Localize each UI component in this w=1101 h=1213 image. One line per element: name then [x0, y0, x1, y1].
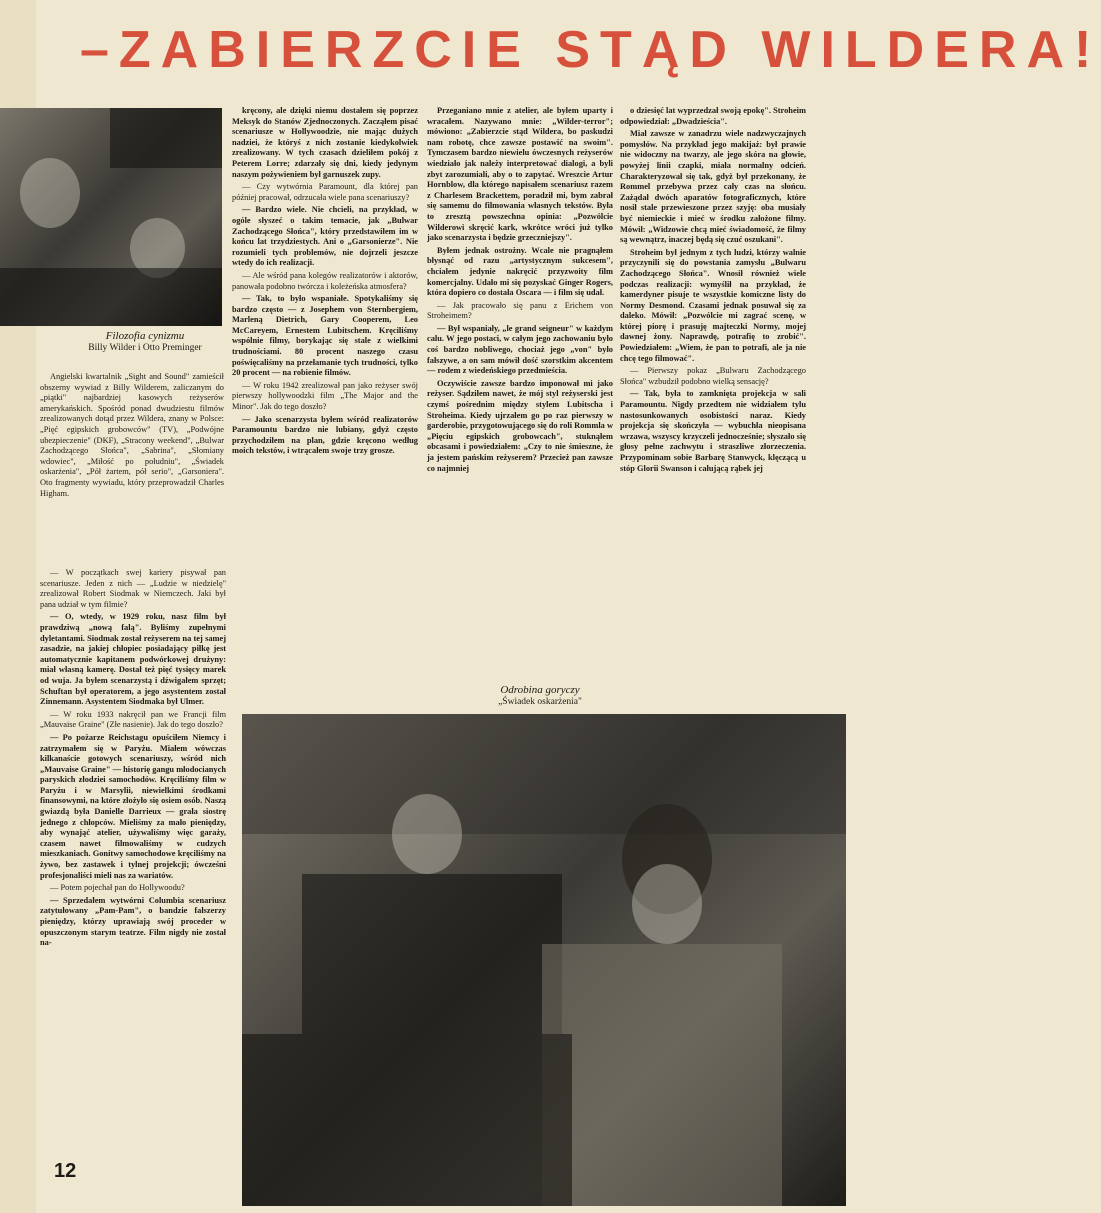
intro-text: Angielski kwartalnik „Sight and Sound" zamieścił obszerny wywiad z Billy Wilderem, zaliczanym do „piątki" najbardziej kasowych reżyserów amerykańskich. Spośród ponad dwudziestu filmów zrealizowanych dotąd przez Wildera, znany w Polsce: „Pięć egipskich grobowców" (TV), „Podwójne ubezpieczenie" (DKF), „Stracony weekend", „Bulwar Zachodzącego Słońca", „Sabrina", „Słomiany wdowiec", „Miłość po południu", „Świadek oskarżenia", „Pół żartem, pół serio", „Garsoniera". Oto fragmenty wywiadu, który przeprowadził Charles Higham.: [40, 372, 224, 498]
column-3-paragraph: — Był wspaniały, „le grand seigneur" w każdym calu. W jego postaci, w całym jego zachowaniu było coś bardzo nobliwego, chociaż jego „von" było fałszywe, a on sam mówił dość szorstkim akcentem — rodem z wiedeńskiego przedmieścia.: [427, 323, 613, 376]
column-1-paragraph: — O, wtedy, w 1929 roku, nasz film był prawdziwą „nową falą". Byliśmy zupełnymi dyletantami. Siodmak został reżyserem na tej samej zasadzie, na jakiej chłopiec posiadający piłkę jest automatycznie kapitanem podwórkowej drużyny: miał własną kamerę. Dostał też pięć tysięcy marek od wuja. Ja byłem scenarzystą i dźwigałem sprzęt; Schuftan był operatorem, a jego asystentem został Zinnemann. Asystentem Siodmaka był Ulmer.: [40, 612, 226, 707]
column-4-paragraph: — Tak, była to zamknięta projekcja w sali Paramountu. Nigdy przedtem nie widziałem tylu nastosunkowanych osobistości naraz. Kiedy projekcja się skończyła — wybuchła nieopisana wrzawa, wszyscy krzyczeli jednocześnie; słyszało się głosy pełne zachwytu i straszliwe złorzeczenia. Przypominam sobie Barbarę Stanwyck, klęczącą u stóp Glorii Swanson i całującą rąbek jej: [620, 389, 806, 473]
column-1-paragraph: — W roku 1933 nakręcił pan we Francji film „Mauvaise Graine" (Złe nasienie). Jak do tego doszło?: [40, 709, 226, 730]
column-4-paragraph: Miał zawsze w zanadrzu wiele nadzwyczajnych pomysłów. Na przykład jego makijaż: był prawie nie widoczny na twarzy, ale jego skóra na głowie, powyżej linii czapki, miała normalny odcień. Charakteryzował się tak, gdyż był przekonany, że Rommel przebywa przez cały czas na słońcu. Zażądał dwóch aparatów fotograficznych, które nosił stale przewieszone przez szyję: oba musiały być niemieckie i mieć w środku założone filmy. Mówił: „Widzowie chcą mieć świadomość, że filmy są wewnątrz, inaczej będą się czuć oszukani".: [620, 129, 806, 245]
column-3-paragraph: — Jak pracowało się panu z Erichem von Stroheimem?: [427, 300, 613, 321]
column-2-paragraph: — W roku 1942 zrealizował pan jako reżyser swój pierwszy hollywoodzki film „The Major and the Minor". Jak do tego doszło?: [232, 380, 418, 412]
column-2-paragraph: — Bardzo wiele. Nie chcieli, na przykład, w ogóle słyszeć o takim temacie, jak „Bulwar Zachodzącego Słońca", który przedstawiłem im w końcu lat trzydziestych. Ani o „Garsonierze". Nie rozumieli tych problemów, nie dojrzeli jeszcze wtedy do ich realizacji.: [232, 205, 418, 268]
photo-wilder-preminger: [0, 108, 222, 326]
article-column-4: [620, 106, 806, 706]
photo2-caption: [450, 684, 630, 708]
photo2-caption-title: Odrobina goryczy: [500, 684, 580, 696]
column-1-paragraph: — W początkach swej kariery pisywał pan scenariusze. Jeden z nich — „Ludzie w niedzielę" zrealizował Robert Siodmak w Niemczech. Jaki był pana udział w tym filmie?: [40, 568, 226, 609]
column-2-paragraph: — Czy wytwórnia Paramount, dla której pan później pracował, odrzucała wiele pana scenariuszy?: [232, 182, 418, 202]
column-4-paragraph: Stroheim był jednym z tych ludzi, którzy walnie przyczynili się do powstania zamysłu „Bulwaru Zachodzącego Słońca". Wnosił również wiele podczas realizacji: wymyślił na przykład, że kamerdyner pisuje te wszystkie komiczne listy do Normy Desmond. Czasami jednak posuwał się za daleko. Mówił: „Pozwólcie mi zagrać scenę, w której piorę i prasuję majteczki Normy, mojej dawnej żony. Naprawdę, potrafię to zrobić". Powiedziałem: „Wiem, że pan to potrafi, ale ja nie chcę tego filmować".: [620, 247, 806, 363]
column-4-paragraph: o dziesięć lat wyprzedzał swoją epokę". Stroheim odpowiedział: „Dwadzieścia".: [620, 106, 806, 126]
photo1-caption: [60, 330, 230, 354]
column-2-paragraph: — Tak, to było wspaniałe. Spotykaliśmy się bardzo często — z Josephem von Sternbergiem, Marleną Dietrich, Gary Cooperem, Leo McCareyem, Ernestem Lubitschem. Kręciliśmy wspólnie filmy, borykając się stale z wielkimi trudnościami. 80 procent naszego czasu poświęcaliśmy na przełamanie tych trudności, tylko 20 procent — na robienie filmów.: [232, 294, 418, 378]
column-1-paragraph: — Potem pojechał pan do Hollywoodu?: [50, 883, 185, 893]
intro-paragraph: [40, 372, 224, 556]
photo-witness-for-prosecution: [242, 714, 846, 1206]
column-2-paragraph: — Jako scenarzysta byłem wśród realizatorów Paramountu bardzo nie lubiany, gdyż często przychodziłem na plan, gdzie kręcono według moich tekstów, i wtrącałem swoje trzy grosze.: [232, 414, 418, 456]
column-1-paragraph: — Po pożarze Reichstagu opuściłem Niemcy i zatrzymałem się w Paryżu. Miałem wówczas kilkanaście gotowych scenariuszy, wśród nich „Mauvaise Graine" — historię gangu młodocianych paryskich złodziei samochodów. Kręciliśmy film w Paryżu i w Marsylii, niewielkimi środkami finansowymi, na które złożyło się osiem osób. Naszą gwiazdą była Danielle Darrieux — grała siostrę jednego z chłopców. Mieliśmy za mało pieniędzy, aby wynająć atelier, używaliśmy więc garaży, czasem nawet filmowaliśmy w cudzych mieszkaniach. Gonitwy samochodowe kręciliśmy na żywo, bez zastawek i tylnej projekcji; ówcześni profesjonaliści mieli nas za wariatów.: [40, 732, 226, 880]
column-3-paragraph: Byłem jednak ostrożny. Wcale nie pragnąłem błysnąć od razu „artystycznym sukcesem", chciałem jedynie nakręcić przyzwoity film komercjalny. Udało mi się pozyskać Ginger Rogers, która dopiero co dostała Oscara — i film się udał.: [427, 245, 613, 298]
column-4-paragraph: — Pierwszy pokaz „Bulwaru Zachodzącego Słońca" wzbudził podobno wielką sensację?: [620, 366, 806, 386]
column-3-paragraph: Oczywiście zawsze bardzo imponował mi jako reżyser. Sądziłem nawet, że mój styl reżyserski jest czymś pośrednim między stylem Lubitscha i Stroheima. Kiedy ujrzałem go po raz pierwszy w garderobie, przygotowującego się do roli Rommla w „Pięciu egipskich grobowcach", stuknąłem obcasami i powiedziałem: „Czy to nie śmieszne, że ja jestem pańskim reżyserem? Przecież pan zawsze co najmniej: [427, 378, 614, 473]
column-2-paragraph: kręcony, ale dzięki niemu dostałem się poprzez Meksyk do Stanów Zjednoczonych. Zacząłem pisać scenariusze w Hollywoodzie, nie mając dużych nadziei, że któryś z nich zostanie kiedykolwiek zrealizowany. W tych czasach dzieliłem pokój z Peterem Lorre; zdarzały się dni, kiedy jedynym naszym pożywieniem był garnuszek zupy.: [232, 106, 418, 179]
article-title: –ZABIERZCIE STĄD WILDERA!: [80, 21, 1101, 79]
column-2-paragraph: — Ale wśród pana kolegów realizatorów i aktorów, panowała podobno twórcza i koleżeńska atmosfera?: [232, 270, 418, 291]
photo1-caption-title: Filozofia cynizmu: [105, 330, 185, 342]
page-number: 12: [54, 1160, 77, 1182]
photo1-caption-text: Billy Wilder i Otto Preminger: [88, 343, 202, 353]
article-column-3: [427, 106, 613, 671]
article-column-2: [232, 106, 418, 666]
column-1-paragraph: — Sprzedałem wytwórni Columbia scenariusz zatytułowany „Pam-Pam", o bandzie fałszerzy pieniędzy, którzy uprawiają swój proceder w opuszczonym starym teatrze. Film nigdy nie został na-: [40, 895, 226, 948]
column-3-paragraph: Przeganiano mnie z atelier, ale byłem uparty i wracałem. Nazywano mnie: „Wilder-terror"; mówiono: „Zabierzcie stąd Wildera, bo paskudzi nam robotę, chce zawsze postawić na swoim". Tymczasem bardzo niewielu ówczesnych reżyserów wiedziało jak należy interpretować dialogi, a byli zbyt zarozumiali, aby o to zapytać. Wreszcie Artur Hornblow, dla którego napisałem scenariusz razem z Charlesem Brackettem, poradził mi, bym zabrał się samemu do filmowania własnych tekstów. Była to zresztą powszechna opinia: „Pozwólcie Wilderowi skręcić kark, wkrótce wróci już tylko jako scenarzysta i będzie grzeczniejszy".: [427, 106, 613, 243]
photo2-caption-text: „Świadek oskarżenia": [498, 697, 582, 707]
article-column-1: [40, 568, 226, 1156]
